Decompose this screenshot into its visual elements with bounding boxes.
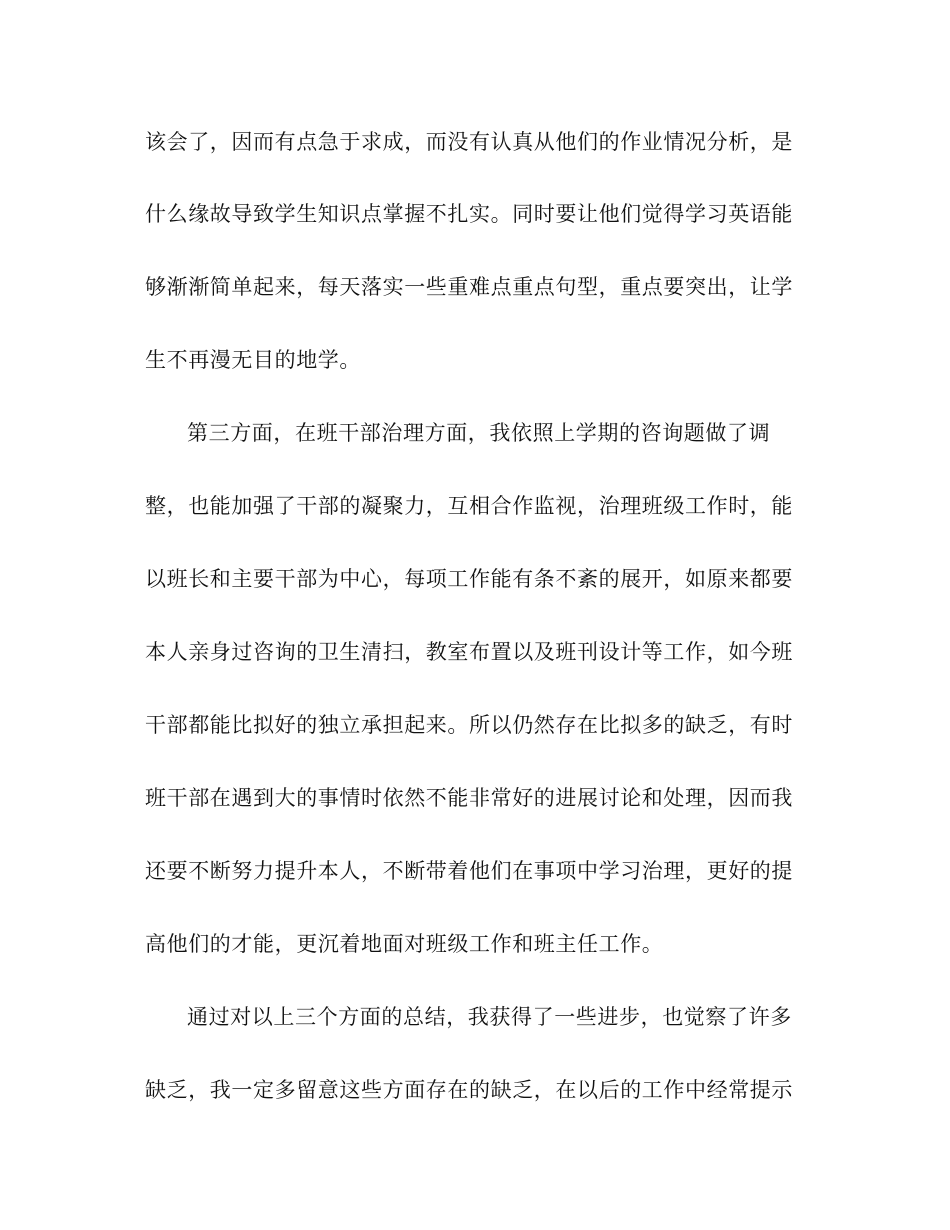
paragraph-first-line: 通过对以上三个方面的总结，我获得了一些进步，也觉察了许多 (187, 1005, 792, 1029)
text-line: 本人亲身过咨询的卫生清扫，教室布置以及班刊设计等工作，如今班 (145, 640, 793, 664)
text-line: 整，也能加强了干部的凝聚力，互相合作监视，治理班级工作时，能 (145, 494, 793, 518)
text-line: 班干部在遇到大的事情时依然不能非常好的进展讨论和处理，因而我 (145, 786, 793, 810)
text-line: 以班长和主要干部为中心，每项工作能有条不紊的展开，如原来都要 (145, 567, 793, 591)
text-line: 缺乏，我一定多留意这些方面存在的缺乏，在以后的工作中经常提示 (145, 1078, 793, 1102)
text-line: 够渐渐简单起来，每天落实一些重难点重点句型，重点要突出，让学 (145, 275, 793, 299)
paragraph-first-line: 第三方面，在班干部治理方面，我依照上学期的咨询题做了调 (187, 421, 771, 445)
text-line: 生不再漫无目的地学。 (145, 348, 361, 372)
text-line: 还要不断努力提升本人，不断带着他们在事项中学习治理，更好的提 (145, 859, 793, 883)
text-line: 该会了，因而有点急于求成，而没有认真从他们的作业情况分析，是 (145, 130, 793, 154)
text-line: 干部都能比拟好的独立承担起来。所以仍然存在比拟多的缺乏，有时 (145, 713, 793, 737)
text-line: 高他们的才能，更沉着地面对班级工作和班主任工作。 (145, 932, 664, 956)
text-line: 什么缘故导致学生知识点掌握不扎实。同时要让他们觉得学习英语能 (145, 202, 793, 226)
